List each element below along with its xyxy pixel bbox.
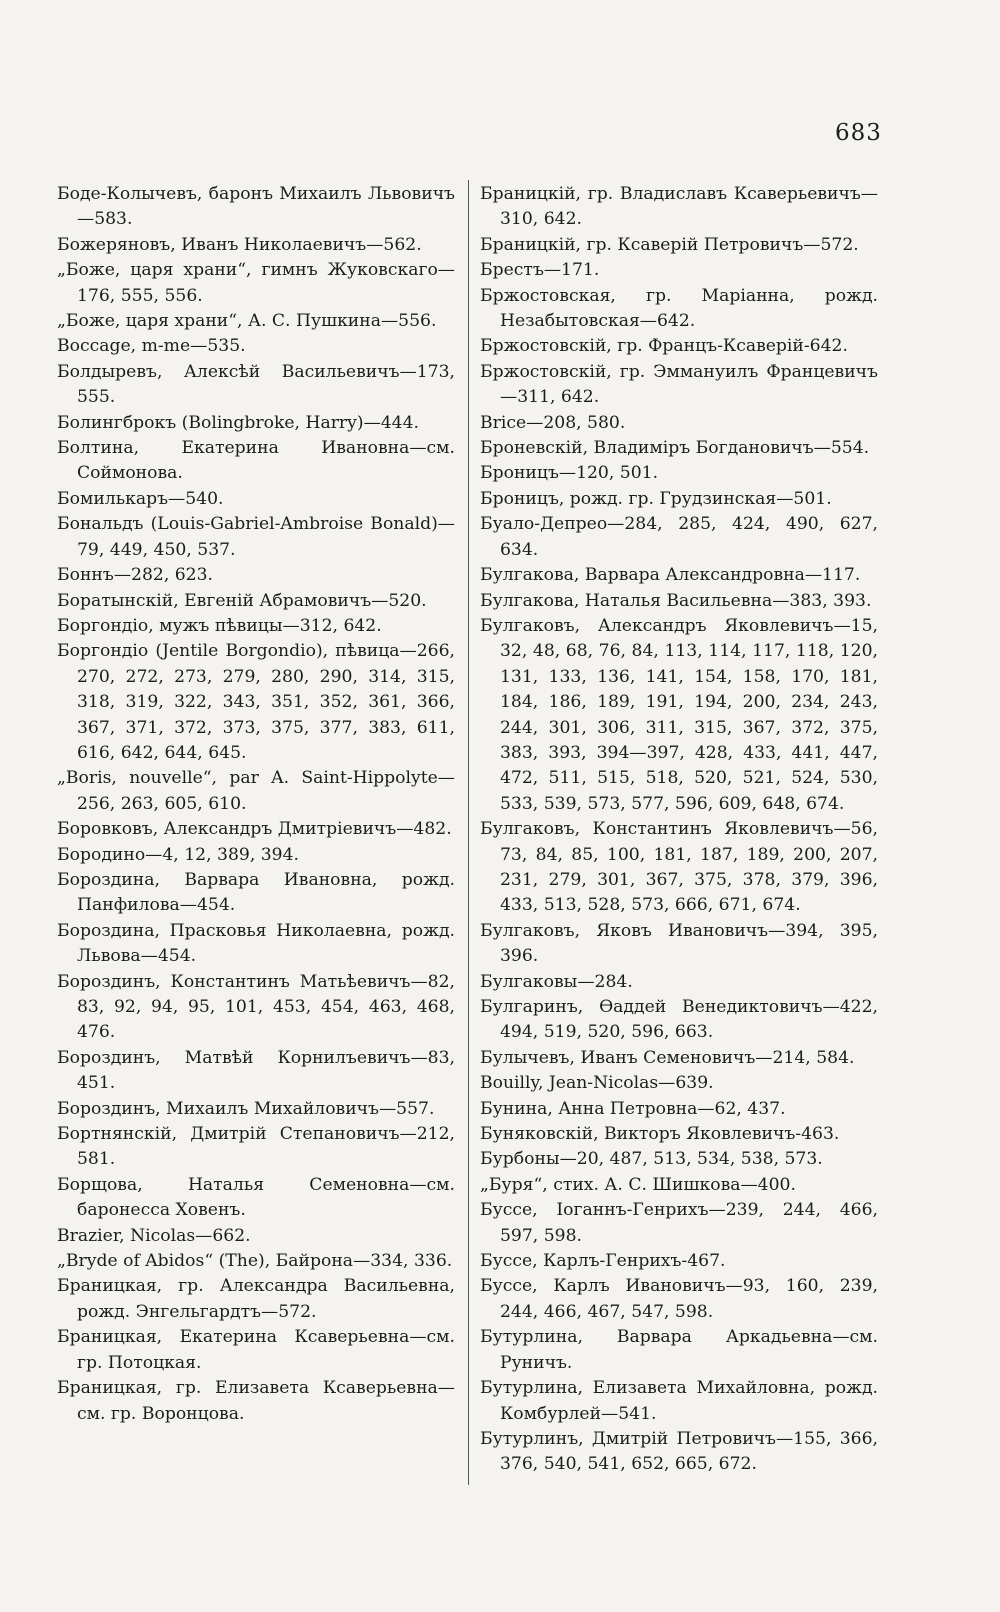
index-entry: Бржостовскій, гр. Эммануилъ Францевичъ—311, 642. <box>480 361 878 408</box>
index-entry: Боннъ—282, 623. <box>57 565 214 586</box>
index-entry: Бржостовскій, гр. Францъ-Ксаверій-642. <box>480 336 848 357</box>
index-column-left <box>57 182 455 1427</box>
index-entry: Брестъ—171. <box>480 260 600 281</box>
index-entry: Brice—208, 580. <box>480 412 626 433</box>
index-entry: Brazier, Nicolas—662. <box>57 1225 251 1246</box>
index-entry: Боргондіо (Jentile Borgondio), пѣвица—266, 270, 272, 273, 279, 280, 290, 314, 315, 318, 319, 322, 343, 351, 352, 361, 366, 367, 371, 372, 373, 375, 377, 383, 611, 616, 642, 644, 645. <box>57 641 455 763</box>
index-entry: Божеряновъ, Иванъ Николаевичъ—562. <box>57 234 422 255</box>
index-entry: Броницъ—120, 501. <box>480 463 659 484</box>
index-entry: Броницъ, рожд. гр. Грудзинская—501. <box>480 488 832 509</box>
index-entry: Бунина, Анна Петровна—62, 437. <box>480 1098 786 1119</box>
index-entry: Булгаковъ, Константинъ Яковлевичъ—56, 73, 84, 85, 100, 181, 187, 189, 200, 207, 231, 279, 301, 367, 375, 378, 379, 396, 433, 513, 528, 573, 666, 671, 674. <box>480 819 878 916</box>
index-entry: Боратынскій, Евгеній Абрамовичъ—520. <box>57 590 427 611</box>
index-entry: Бородино—4, 12, 389, 394. <box>57 844 300 865</box>
page-number: 683 <box>835 120 882 146</box>
index-entry: Буссе, Карлъ Ивановичъ—93, 160, 239, 244, 466, 467, 547, 598. <box>480 1276 878 1322</box>
index-entry: „Boris, nouvelle“, par A. Saint-Hippolyte—256, 263, 605, 610. <box>57 768 455 814</box>
index-entry: Боровковъ, Александръ Дмитріевичъ—482. <box>57 819 452 840</box>
index-entry: Буссе, Іоганнъ-Генрихъ—239, 244, 466, 597, 598. <box>480 1200 878 1246</box>
index-entry: „Буря“, стих. А. С. Шишкова—400. <box>480 1174 796 1195</box>
index-entry: Бороздина, Варвара Ивановна, рожд. Панфилова—454. <box>57 869 455 916</box>
index-entry: Булгаринъ, Ѳаддей Венедиктовичъ—422, 494, 519, 520, 596, 663. <box>480 997 878 1043</box>
index-entry: Булгаковъ, Яковъ Ивановичъ—394, 395, 396. <box>480 920 878 967</box>
index-entry: Болингброкъ (Bolingbroke, Harry)—444. <box>57 412 420 433</box>
index-entry: „Боже, царя храни“, гимнъ Жуковскаго—176, 555, 556. <box>57 260 455 306</box>
index-entry: „Bryde of Abidos“ (The), Байрона—334, 336. <box>57 1251 453 1272</box>
index-entry: Буало-Депрео—284, 285, 424, 490, 627, 634. <box>480 514 878 560</box>
index-entry: Булычевъ, Иванъ Семеновичъ—214, 584. <box>480 1047 855 1068</box>
index-entry: Боде-Колычевъ, баронъ Михаилъ Львовичъ—583. <box>57 184 455 230</box>
index-entry: Бороздинъ, Матвѣй Корнилъевичъ—83, 451. <box>57 1047 455 1094</box>
index-entry: Бутурлина, Елизавета Михайловна, рожд. Комбурлей—541. <box>480 1378 878 1424</box>
index-entry: Бржостовская, гр. Маріанна, рожд. Незабытовская—642. <box>480 285 878 332</box>
index-entry: Bouilly, Jean-Nicolas—639. <box>480 1073 714 1094</box>
index-entry: Бутурлинъ, Дмитрій Петровичъ—155, 366, 376, 540, 541, 652, 665, 672. <box>480 1428 878 1475</box>
index-entry: Браницкій, гр. Владиславъ Ксаверьевичъ—310, 642. <box>480 184 878 230</box>
index-entry: Браницкій, гр. Ксаверій Петровичъ—572. <box>480 234 859 255</box>
index-entry: Бурбоны—20, 487, 513, 534, 538, 573. <box>480 1149 823 1170</box>
index-entry: Браницкая, гр. Александра Васильевна, рожд. Энгельгардтъ—572. <box>57 1276 455 1322</box>
index-column-right <box>480 182 878 1478</box>
index-entry: Бороздинъ, Константинъ Матьѣевичъ—82, 83, 92, 94, 95, 101, 453, 454, 463, 468, 476. <box>57 971 455 1043</box>
index-entry: Булгакова, Наталья Васильевна—383, 393. <box>480 590 872 611</box>
index-entry: Булгаковъ, Александръ Яковлевичъ—15, 32, 48, 68, 76, 84, 113, 114, 117, 118, 120, 131, 133, 136, 141, 154, 158, 170, 181, 184, 186, 189, 191, 194, 200, 234, 243, 244, 301, 306, 311, 315, 367, 372, 375, 383, 393, 394—397, 428, 433, 441, 447, 472, 511, 515, 518, 520, 521, 524, 530, 533, 539, 573, 577, 596, 609, 648, 674. <box>480 615 878 814</box>
index-entry: Боргондіо, мужъ пѣвицы—312, 642. <box>57 615 382 636</box>
index-entry: Броневскій, Владиміръ Богдановичъ—554. <box>480 438 870 459</box>
index-entry: Браницкая, гр. Елизавета Ксаверьевна—см. гр. Воронцова. <box>57 1378 455 1424</box>
index-entry: Болтина, Екатерина Ивановна—см. Соймонова. <box>57 438 455 484</box>
column-divider <box>468 180 469 1485</box>
index-entry: Борщова, Наталья Семеновна—см. баронесса Ховенъ. <box>57 1174 455 1221</box>
index-entry: Boccage, m-me—535. <box>57 336 246 357</box>
index-entry: Булгаковы—284. <box>480 971 633 992</box>
index-entry: Буссе, Карлъ-Генрихъ-467. <box>480 1251 726 1272</box>
index-entry: Бональдъ (Louis-Gabriel-Ambroise Bonald)—79, 449, 450, 537. <box>57 514 455 560</box>
index-entry: Бороздинъ, Михаилъ Михайловичъ—557. <box>57 1098 435 1119</box>
index-entry: Бортнянскій, Дмитрій Степановичъ—212, 581. <box>57 1124 455 1170</box>
index-entry: Браницкая, Екатерина Ксаверьевна—см. гр. Потоцкая. <box>57 1327 455 1373</box>
index-entry: „Боже, царя храни“, А. С. Пушкина—556. <box>57 311 437 332</box>
index-entry: Бутурлина, Варвара Аркадьевна—см. Руничъ. <box>480 1327 878 1373</box>
index-entry: Булгакова, Варвара Александровна—117. <box>480 565 861 586</box>
index-entry: Буняковскій, Викторъ Яковлевичъ-463. <box>480 1124 840 1145</box>
index-entry: Болдыревъ, Алексѣй Васильевичъ—173, 555. <box>57 361 455 408</box>
index-entry: Бороздина, Прасковья Николаевна, рожд. Львова—454. <box>57 920 455 967</box>
index-entry: Бомилькаръ—540. <box>57 488 224 509</box>
